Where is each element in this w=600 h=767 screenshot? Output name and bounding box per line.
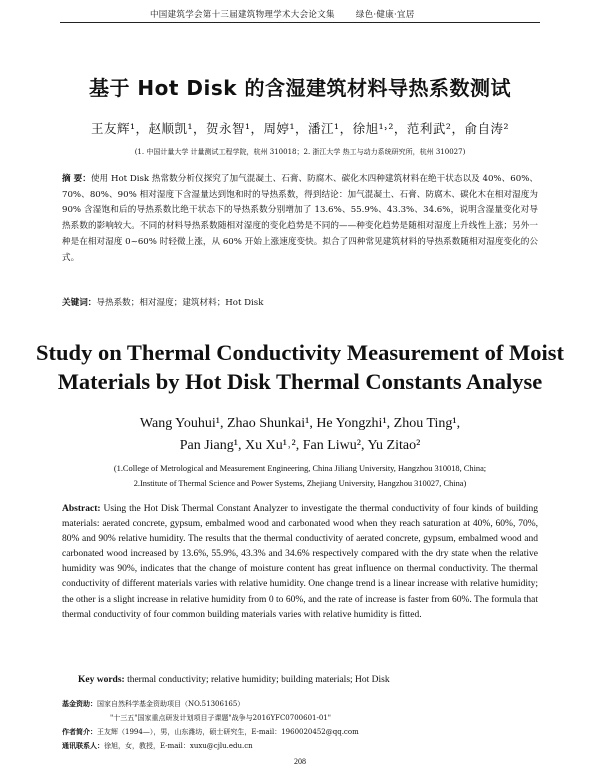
keywords-english-label: Key words: [78,675,125,685]
author-text: 王友辉（1994—），男，山东潍坊，硕士研究生，E-mail：1960020452@qq.com [97,728,359,736]
title-chinese: 基于 Hot Disk 的含湿建筑材料导热系数测试 [88,76,512,100]
keywords-chinese-text: 导热系数；相对湿度；建筑材料；Hot Disk [96,298,264,308]
funding-label: 基金资助： [62,700,97,708]
authors-english-line2: Pan Jiang¹, Xu Xu¹˒², Fan Liwu², Yu Zitao² [179,438,421,453]
affiliation-english [0,462,600,491]
funding-text-1: 国家自然科学基金资助项目（NO.51306165） [97,700,245,708]
affiliation-english-line1: (1.College of Metrological and Measurement Engineering, China Jiliang University, Hangzhou 310018, China; [113,464,487,473]
authors-english-line1: Wang Youhui¹, Zhao Shunkai¹, He Yongzhi¹, Zhou Ting¹, [139,416,461,431]
authors-chinese: 王友辉¹，赵顺凯¹，贺永智¹，周婷¹，潘江¹，徐旭¹˒²，范利武²，俞自涛² [91,121,509,136]
conference-name: 中国建筑学会第十三届建筑物理学术大会论文集 [150,10,335,20]
title-english [0,338,600,396]
keywords-english-text: thermal conductivity; relative humidity; building materials; Hot Disk [127,675,390,685]
affiliation-english-line2: 2.Institute of Thermal Science and Power Systems, Zhejiang University, Hangzhou 310027, China) [133,478,467,488]
footnote-contact [62,739,538,753]
abstract-english-label: Abstract: [62,504,101,514]
contact-text: 徐旭，女，教授，E-mail：xuxu@cjlu.edu.cn [104,742,253,750]
author-label: 作者简介： [62,728,97,736]
keywords-chinese-label: 关键词： [62,298,97,308]
contact-label: 通讯联系人： [62,742,104,750]
footnotes [62,697,538,753]
keywords-english [78,675,538,685]
abstract-english [62,502,538,623]
conference-tags: 绿色·健康·宜居 [355,10,415,20]
authors-english [0,413,600,457]
keywords-chinese [62,296,538,308]
abstract-english-text: Using the Hot Disk Thermal Constant Analyzer to investigate the thermal conductivity of four kinds of building materials: aerated concrete, gypsum, embalmed wood and carbonated wood when they reach saturation at 40%, 60%, 70%, 80% and 90% relative humidity. The results that the thermal conductivity of aerated concrete, gypsum, embalmed wood and carbonated wood increased by 13.6%, 55.9%, 43.3% and 34.6% respectively compared with the dry state when the relative humidity was 90%, indicates that the change of moisture content has great influence on thermal conductivity. The thermal conductivity of different materials varies with relative humidity. One change trend is a linear increase with relative humidity; the other is a slight increase in relative humidity from 0 to 60%, and the rate of increase is faster from 60%. The formula that thermal conductivity of four common building materials varies with relative humidity is fitted. [62,504,539,620]
abstract-chinese [62,172,538,266]
header-rule [60,22,540,23]
affiliation-chinese: (1. 中国计量大学 计量测试工程学院，杭州 310018；2. 浙江大学 热工与动力系统研究所，杭州 310027) [134,148,466,156]
footnote-author [62,725,538,739]
abstract-chinese-label: 摘 要： [62,174,91,184]
page-number: 208 [294,757,306,766]
footnote-funding-1 [62,697,538,711]
title-english-line1: Study on Thermal Conductivity Measurement of Moist [36,340,564,365]
title-english-line2: Materials by Hot Disk Thermal Constants Analyse [57,369,543,394]
running-header [150,8,490,20]
abstract-chinese-text: 使用 Hot Disk 热常数分析仪探究了加气混凝土、石膏、防腐木、碳化木四种建筑材料在绝干状态以及 40%、60%、70%、80%、90% 相对湿度下含湿量达到饱和时的导热系数，得到结论：加气混凝土、石膏、防腐木、碳化木在相对湿度为 90% 含湿饱和后的导热系数比绝干状态下的导热系数分别增加了 13.6%、55.9%、43.3%、34.6%，说明含湿量变化对导热系数的影响较大。不同的材料导热系数随相对湿度的变化趋势是不同的——种变化趋势是随相对湿度上升线性上涨；另外一种是在相对湿度 0~60% 时轻微上涨，从 60% 开始上涨速度变快。拟合了四种常见建筑材料的导热系数随相对湿度变化的公式。 [62,174,538,263]
footnote-funding-2: "十三五"国家重点研发计划项目子课题"战争与2016YFC0700601-01" [110,714,331,722]
